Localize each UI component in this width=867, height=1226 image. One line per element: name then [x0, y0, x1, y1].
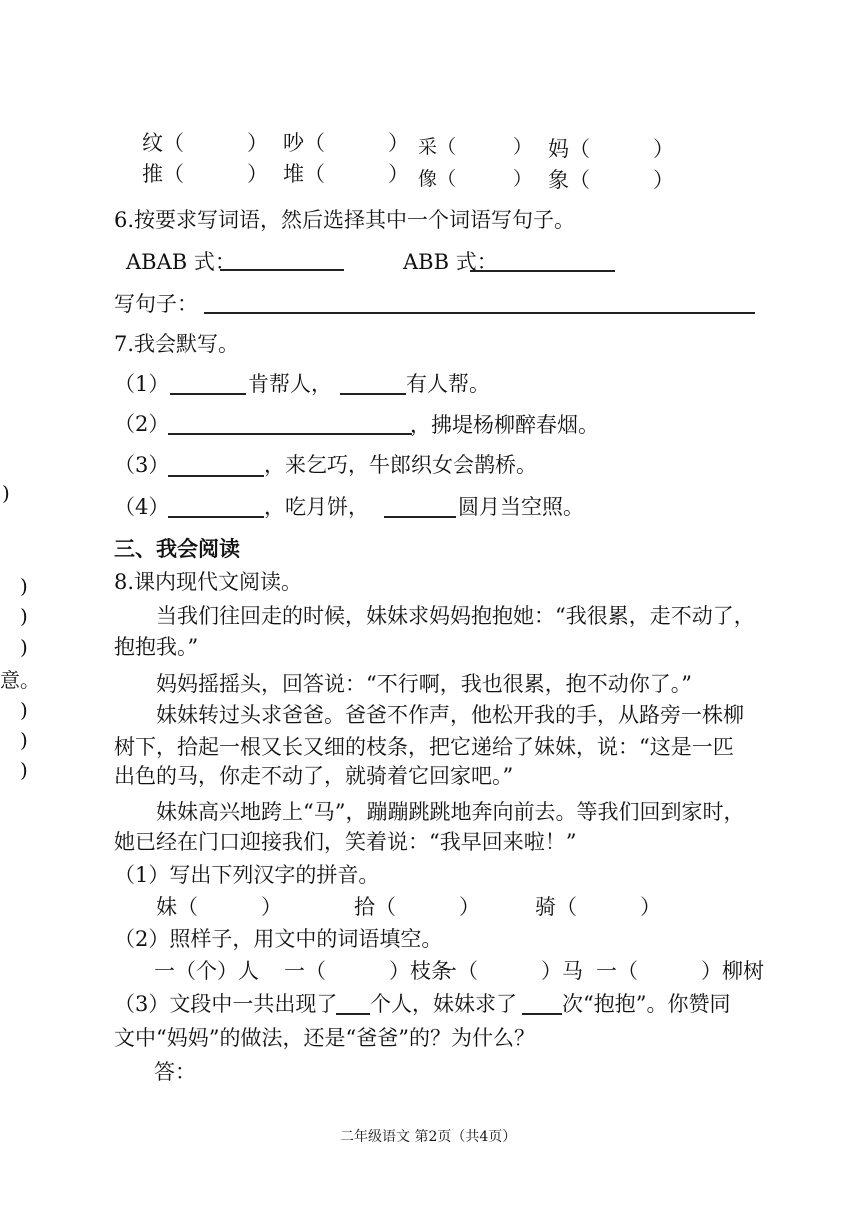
q7-item-text: ，来乞巧，牛郎织女会鹊桥。 — [264, 453, 537, 477]
people-count-blank[interactable] — [336, 1013, 370, 1015]
sub-question-2-title: （2）照样子，用文中的词语填空。 — [114, 927, 443, 951]
margin-mark: ) — [20, 574, 28, 598]
q7-blank[interactable] — [168, 475, 264, 477]
passage-line: 树下，拾起一根又长又细的枝条，把它递给了妹妹，说：“这是一匹 — [114, 735, 734, 759]
sentence-answer-line[interactable] — [204, 312, 755, 314]
margin-mark: ) — [20, 758, 28, 782]
measure-word-blank[interactable]: 一（ ）马 — [436, 959, 583, 983]
sub-question-3-text: 次“抱抱”。你赞同 — [562, 992, 731, 1016]
q7-item-number: （2） — [114, 412, 170, 436]
passage-line: 妈妈摇摇头，回答说：“不行啊，我也很累，抱不动你了。” — [156, 672, 692, 696]
margin-mark: ) — [20, 604, 28, 628]
pinyin-blank[interactable]: 骑（ ） — [535, 895, 661, 919]
q7-blank[interactable] — [170, 393, 246, 395]
margin-mark: ) — [20, 698, 28, 722]
q7-item-number: （3） — [114, 453, 170, 477]
pinyin-cell: 纹（ ） — [142, 131, 268, 155]
question-6-title: 6.按要求写词语，然后选择其中一个词语写句子。 — [114, 208, 576, 232]
pinyin-cell: 吵（ ） — [283, 131, 409, 155]
passage-line: 她已经在门口迎接我们，笑着说：“我早回来啦！” — [114, 830, 577, 854]
q7-blank[interactable] — [384, 516, 456, 518]
measure-word-blank[interactable]: 一（ ）枝条 — [284, 959, 452, 983]
pinyin-cell: 采（ ） — [418, 136, 533, 158]
abb-answer-line[interactable] — [470, 270, 615, 272]
q7-item-text: 圆月当空照。 — [458, 495, 584, 519]
pinyin-cell: 堆（ ） — [283, 162, 409, 186]
sub-question-1-title: （1）写出下列汉字的拼音。 — [114, 863, 380, 887]
measure-word-item: 一（个）人 — [154, 959, 259, 983]
sub-question-3-text: （3）文段中一共出现了 — [114, 992, 338, 1016]
q7-blank[interactable] — [168, 516, 264, 518]
passage-line: 抱抱我。” — [114, 635, 199, 659]
question-8-title: 8.课内现代文阅读。 — [114, 570, 303, 594]
margin-mark: ) — [20, 635, 28, 659]
sentence-label: 写句子： — [114, 292, 198, 316]
margin-mark: ) — [20, 728, 28, 752]
abab-label: ABAB 式： — [126, 250, 236, 274]
q7-item-text: ，拂堤杨柳醉春烟。 — [410, 413, 599, 437]
sub-question-3-text: 个人，妹妹求了 — [370, 992, 517, 1016]
abab-answer-line[interactable] — [220, 269, 344, 271]
passage-line: 出色的马，你走不动了，就骑着它回家吧。” — [114, 764, 514, 788]
passage-line: 当我们往回走的时候，妹妹求妈妈抱抱她：“我很累，走不动了， — [156, 604, 755, 628]
abb-label: ABB 式： — [403, 250, 498, 274]
section-3-heading: 三、我会阅读 — [114, 536, 240, 561]
q7-item-text: 肯帮人， — [248, 372, 332, 396]
q7-item-text: 有人帮。 — [406, 372, 490, 396]
answer-label: 答： — [154, 1060, 196, 1084]
q7-item-number: （1） — [114, 372, 170, 396]
pinyin-cell: 推（ ） — [142, 162, 268, 186]
hug-count-blank[interactable] — [522, 1013, 562, 1015]
pinyin-cell: 像（ ） — [418, 168, 533, 190]
margin-mark: ) — [2, 481, 10, 505]
page-footer: 二年级语文 第2页（共4页） — [340, 1129, 517, 1145]
measure-word-blank[interactable]: 一（ ）柳树 — [596, 959, 764, 983]
question-7-title: 7.我会默写。 — [114, 332, 240, 356]
pinyin-cell: 象（ ） — [548, 168, 674, 192]
q7-item-number: （4） — [114, 495, 170, 519]
pinyin-blank[interactable]: 妹（ ） — [156, 895, 282, 919]
q7-item-text: ，吃月饼， — [264, 495, 369, 519]
margin-mark: 意。 — [0, 668, 40, 692]
pinyin-cell: 妈（ ） — [548, 137, 674, 161]
q7-blank[interactable] — [168, 433, 412, 435]
passage-line: 妹妹转过头求爸爸。爸爸不作声，他松开我的手，从路旁一株柳 — [156, 703, 744, 727]
pinyin-blank[interactable]: 拾（ ） — [354, 895, 480, 919]
q7-blank[interactable] — [340, 393, 406, 395]
sub-question-3-text: 文中“妈妈”的做法，还是“爸爸”的？为什么？ — [114, 1026, 535, 1050]
passage-line: 妹妹高兴地跨上“马”，蹦蹦跳跳地奔向前去。等我们回到家时， — [156, 800, 745, 824]
